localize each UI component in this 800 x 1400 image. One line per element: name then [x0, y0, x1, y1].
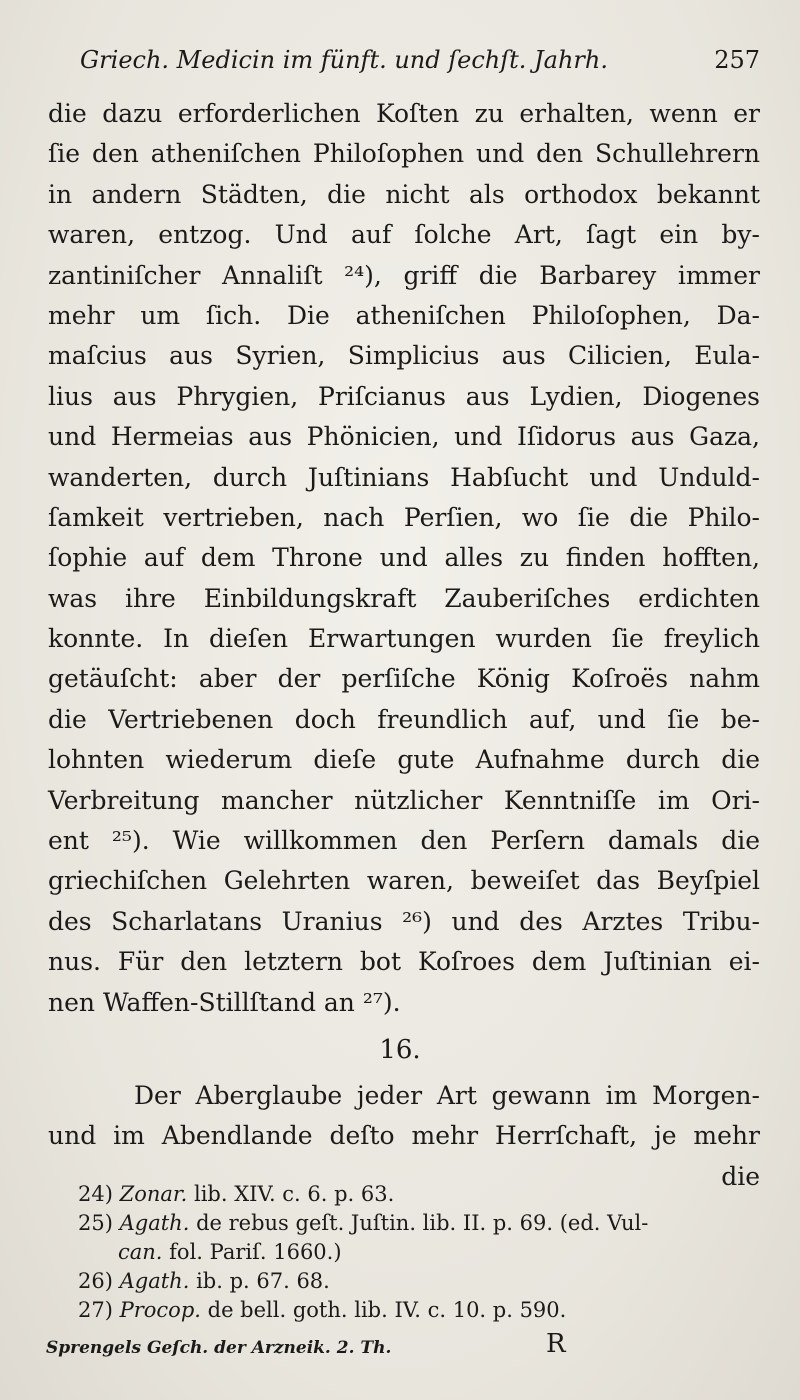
- printer-signature: [46, 1329, 760, 1363]
- text-line: getäuſcht: aber der perſiſche König Koſroës nahm: [48, 664, 760, 694]
- text-line: in andern Städten, die nicht als orthodox bekannt: [48, 179, 760, 209]
- page-number: 257: [714, 46, 760, 74]
- signature-text: Sprengels Geſch. der Arzneik. 2. Th.: [46, 1338, 392, 1358]
- text-line: waren, entzog. Und auf ſolche Art, ſagt ein by-: [48, 220, 760, 250]
- text-line: nus. Für den letztern bot Koſroes dem Juſtinian ei-: [48, 947, 760, 977]
- text-line: ſophie auf dem Throne und alles zu finden hofften,: [48, 543, 760, 573]
- text-line: die dazu erforderlichen Koſten zu erhalten, wenn er: [48, 99, 760, 128]
- footnote-text: lib. XIV. c. 6. p. 63.: [187, 1182, 395, 1206]
- footnote-27: [78, 1296, 760, 1325]
- text-line: griechiſchen Gelehrten waren, beweiſet das Beyſpiel: [48, 866, 760, 896]
- footnote-source: Agath.: [119, 1269, 190, 1293]
- text-line: und im Abendlande deſto mehr Herrſchaft, je mehr: [48, 1121, 760, 1151]
- text-line: ent ²⁵). Wie willkommen den Perſern damals die: [48, 826, 760, 856]
- text-line: Der Aberglaube jeder Art gewann im Morgen-: [134, 1081, 760, 1110]
- running-header: [80, 40, 760, 80]
- footnote-number: 26): [78, 1269, 113, 1293]
- body-paragraph: [48, 94, 760, 1023]
- footnote-text: de bell. goth. lib. IV. c. 10. p. 590.: [200, 1298, 567, 1322]
- text-line: mehr um ſich. Die atheniſchen Philoſophen, Da-: [48, 300, 760, 330]
- text-line: des Scharlatans Uranius ²⁶) und des Arztes Tribu-: [48, 906, 760, 936]
- footnotes: [78, 1180, 760, 1325]
- footnote-25: [78, 1209, 760, 1238]
- footnote-25-continued: [78, 1238, 760, 1267]
- text-line: wanderten, durch Juſtinians Habſucht und Unduld-: [48, 462, 760, 492]
- text-line: was ihre Einbildungskraft Zauberiſches erdichten: [48, 583, 760, 613]
- signature-mark: R: [546, 1329, 566, 1359]
- footnote-source: Procop.: [119, 1298, 201, 1322]
- footnote-number: 25): [78, 1211, 113, 1235]
- text-line: konnte. In dieſen Erwartungen wurden ſie freylich: [48, 624, 760, 654]
- text-line: Verbreitung mancher nützlicher Kenntniſſe im Ori-: [48, 785, 760, 815]
- text-line: ſamkeit vertrieben, nach Perſien, wo ſie die Philo-: [48, 502, 760, 532]
- text-line: maſcius aus Syrien, Simplicius aus Cilicien, Eula-: [48, 341, 760, 371]
- section-paragraph: [48, 1076, 760, 1197]
- footnote-text: ib. p. 67. 68.: [189, 1269, 330, 1293]
- footnote-text: de rebus geſt. Juſtin. lib. II. p. 69. (ed. Vul-: [189, 1211, 649, 1235]
- text-line: die Vertriebenen doch freundlich auf, und ſie be-: [48, 704, 760, 734]
- section-number: 16.: [379, 1035, 421, 1065]
- catchword: die: [721, 1161, 760, 1191]
- footnote-source: Zonar.: [119, 1182, 188, 1206]
- text-line: zantiniſcher Annaliſt ²⁴), griff die Barbarey immer: [48, 260, 760, 290]
- text-line: nen Waffen-Stillſtand an ²⁷).: [48, 987, 401, 1017]
- footnote-text: fol. Pariſ. 1660.): [162, 1240, 342, 1264]
- footnote-24: [78, 1180, 760, 1209]
- text-line: lius aus Phrygien, Priſcianus aus Lydien, Diogenes: [48, 381, 760, 411]
- footnote-source: can.: [118, 1240, 163, 1264]
- header-title: Griech. Medicin im fünft. und ſechſt. Jahrh.: [80, 46, 608, 74]
- footnote-number: 24): [78, 1182, 113, 1206]
- footnote-number: 27): [78, 1298, 113, 1322]
- text-line: ſie den atheniſchen Philoſophen und den Schullehrern: [48, 139, 760, 169]
- footnote-source: Agath.: [119, 1211, 190, 1235]
- footnote-26: [78, 1267, 760, 1296]
- text-line: lohnten wiederum dieſe gute Aufnahme durch die: [48, 745, 760, 775]
- text-line: und Hermeias aus Phönicien, und Iſidorus aus Gaza,: [48, 422, 760, 452]
